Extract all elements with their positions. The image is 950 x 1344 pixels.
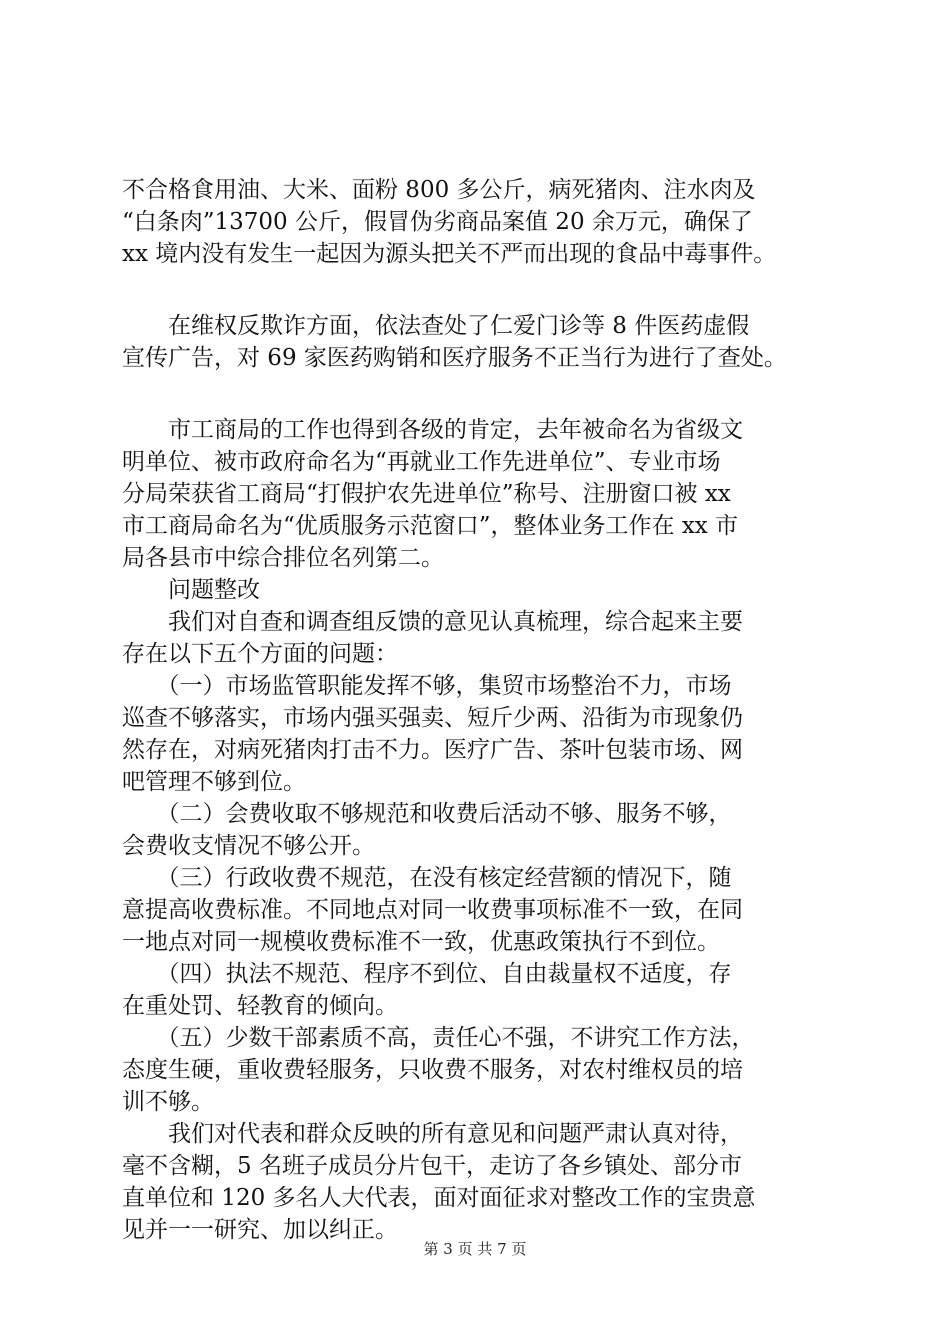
text-line: 市工商局命名为“优质服务示范窗口”，整体业务工作在 xx 市 <box>122 513 739 539</box>
list-item-text: 一地点对同一规模收费标准不一致，优惠政策执行不到位。 <box>122 929 720 955</box>
list-item-text: 吧管理不够到位。 <box>122 769 306 795</box>
list-item-text: 在重处罚、轻教育的倾向。 <box>122 993 398 1019</box>
paragraph-block-1 <box>122 174 834 270</box>
paragraph-block-3 <box>122 414 834 1246</box>
text-line: 我们对自查和调查组反馈的意见认真梳理，综合起来主要 <box>122 609 743 635</box>
paragraph-block-2 <box>122 310 834 374</box>
list-item-text: 训不够。 <box>122 1089 214 1115</box>
list-item-text: （五）少数干部素质不高，责任心不强，不讲究工作方法， <box>122 1025 755 1051</box>
text-line: 直单位和 120 多名人大代表，面对面征求对整改工作的宝贵意 <box>122 1185 756 1211</box>
list-item-text: （三）行政收费不规范，在没有核定经营额的情况下，随 <box>122 865 732 891</box>
text-line: 见并一一研究、加以纠正。 <box>122 1217 398 1243</box>
text-line: 分局荣获省工商局“打假护农先进单位”称号、注册窗口被 xx <box>122 481 731 507</box>
list-item-text: （二）会费收取不够规范和收费后活动不够、服务不够， <box>122 801 732 827</box>
text-line: 市工商局的工作也得到各级的肯定，去年被命名为省级文 <box>122 417 743 443</box>
text-line: 存在以下五个方面的问题： <box>122 641 398 667</box>
text-line: 在维权反欺诈方面，依法查处了仁爱门诊等 8 件医药虚假 <box>122 313 750 339</box>
list-item-text: 会费收支情况不够公开。 <box>122 833 375 859</box>
list-item-text: 巡查不够落实，市场内强买强卖、短斤少两、沿街为市现象仍 <box>122 705 743 731</box>
list-item-text: 意提高收费标准。不同地点对同一收费事项标准不一致，在同 <box>122 897 743 923</box>
text-line: 毫不含糊，5 名班子成员分片包干，走访了各乡镇处、部分市 <box>122 1153 742 1179</box>
text-line: 明单位、被市政府命名为“再就业工作先进单位”、专业市场 <box>122 449 721 475</box>
section-heading: 问题整改 <box>122 577 260 603</box>
text-line: 不合格食用油、大米、面粉 800 多公斤，病死猪肉、注水肉及 <box>122 177 756 203</box>
text-line: “白条肉”13700 公斤，假冒伪劣商品案值 20 余万元，确保了 <box>122 209 753 235</box>
text-line: 我们对代表和群众反映的所有意见和问题严肃认真对待， <box>122 1121 743 1147</box>
document-body <box>122 174 834 1246</box>
page-number-footer: 第 3 页 共 7 页 <box>423 1240 527 1258</box>
text-line: 宣传广告，对 69 家医药购销和医疗服务不正当行为进行了查处。 <box>122 345 787 371</box>
paragraph-spacer <box>122 270 834 310</box>
text-line: 局各县市中综合排位名列第二。 <box>122 545 444 571</box>
text-line: xx 境内没有发生一起因为源头把关不严而出现的食品中毒事件。 <box>122 241 777 267</box>
paragraph-spacer <box>122 374 834 414</box>
list-item-text: 然存在，对病死猪肉打击不力。医疗广告、茶叶包装市场、网 <box>122 737 743 763</box>
list-item-text: （四）执法不规范、程序不到位、自由裁量权不适度，存 <box>122 961 732 987</box>
list-item-text: 态度生硬，重收费轻服务，只收费不服务，对农村维权员的培 <box>122 1057 743 1083</box>
list-item-text: （一）市场监管职能发挥不够，集贸市场整治不力，市场 <box>122 673 732 699</box>
